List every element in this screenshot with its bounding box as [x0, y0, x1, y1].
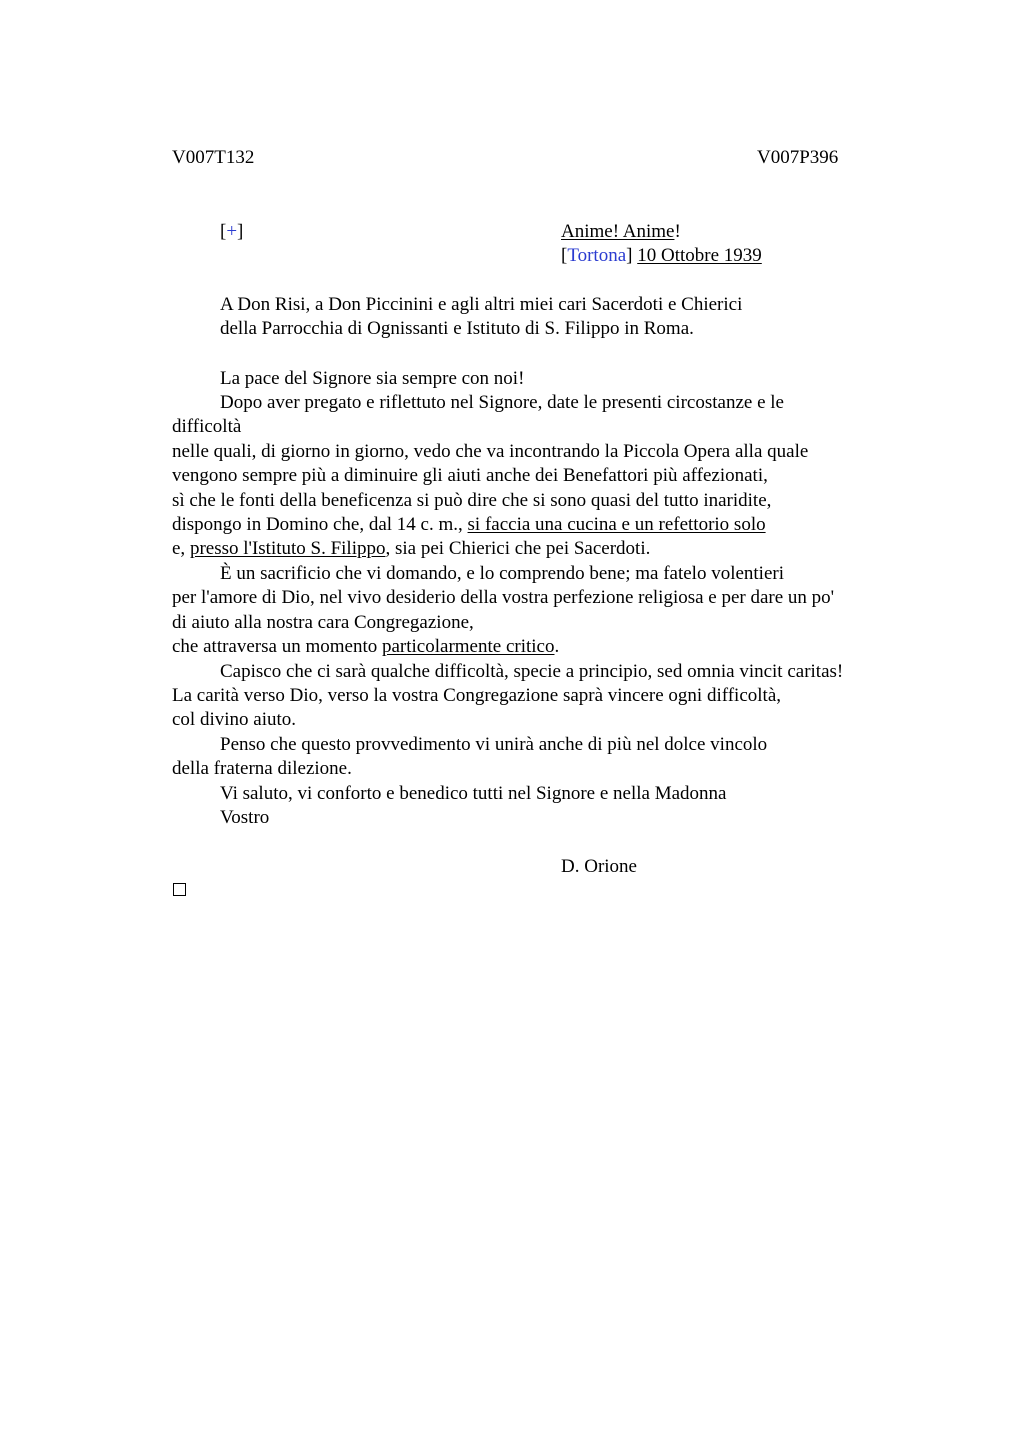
- page-code-right: V007P396: [757, 147, 839, 168]
- end-square-icon: [173, 883, 186, 896]
- body-line: che attraversa un momento particolarmente critico.: [172, 636, 560, 657]
- document-code-left: V007T132: [172, 147, 255, 168]
- underlined-phrase: si faccia una cucina e un refettorio solo: [467, 514, 766, 535]
- body-line: per l'amore di Dio, nel vivo desiderio della vostra perfezione religiosa e per dare un po': [172, 587, 835, 608]
- signature: D. Orione: [561, 856, 637, 877]
- body-line: dispongo in Domino che, dal 14 c. m., si faccia una cucina e un refettorio solo: [172, 514, 766, 535]
- letter-date: 10 Ottobre 1939: [637, 245, 762, 266]
- body-line: difficoltà: [172, 416, 242, 437]
- body-line: e, presso l'Istituto S. Filippo, sia pei Chierici che pei Sacerdoti.: [172, 538, 651, 559]
- body-line: di aiuto alla nostra cara Congregazione,: [172, 612, 474, 633]
- cross-symbol: +: [226, 221, 238, 242]
- underlined-phrase: particolarmente critico: [381, 636, 555, 657]
- address-line-2: della Parrocchia di Ognissanti e Istituto di S. Filippo in Roma.: [220, 318, 694, 339]
- body-line: La pace del Signore sia sempre con noi!: [220, 368, 525, 389]
- body-line: È un sacrificio che vi domando, e lo comprendo bene; ma fatelo volentieri: [220, 563, 784, 584]
- motto-text: Anime! Anime: [561, 221, 675, 242]
- underlined-phrase: presso l'Istituto S. Filippo: [189, 538, 386, 559]
- body-line: nelle quali, di giorno in giorno, vedo che va incontrando la Piccola Opera alla quale: [172, 441, 809, 462]
- body-line: Penso che questo provvedimento vi unirà anche di più nel dolce vincolo: [220, 734, 768, 755]
- motto: Anime! Anime!: [561, 221, 681, 242]
- body-line: Capisco che ci sarà qualche difficoltà, specie a principio, sed omnia vincit caritas!: [220, 661, 844, 682]
- body-line: sì che le fonti della beneficenza si può dire che si sono quasi del tutto inaridite,: [172, 490, 772, 511]
- body-line: Vi saluto, vi conforto e benedico tutti nel Signore e nella Madonna: [220, 783, 727, 804]
- closing-vostro: Vostro: [220, 807, 270, 828]
- cross-marker: [+]: [220, 221, 244, 242]
- body-line: della fraterna dilezione.: [172, 758, 352, 779]
- place-name: Tortona: [567, 245, 627, 266]
- address-line-1: A Don Risi, a Don Piccinini e agli altri miei cari Sacerdoti e Chierici: [220, 294, 743, 315]
- place-date: [Tortona] 10 Ottobre 1939: [561, 245, 762, 266]
- body-line: vengono sempre più a diminuire gli aiuti anche dei Benefattori più affezionati,: [172, 465, 768, 486]
- body-line: Dopo aver pregato e riflettuto nel Signore, date le presenti circostanze e le: [220, 392, 784, 413]
- body-line: La carità verso Dio, verso la vostra Congregazione saprà vincere ogni difficoltà,: [172, 685, 782, 706]
- body-line: col divino aiuto.: [172, 709, 297, 730]
